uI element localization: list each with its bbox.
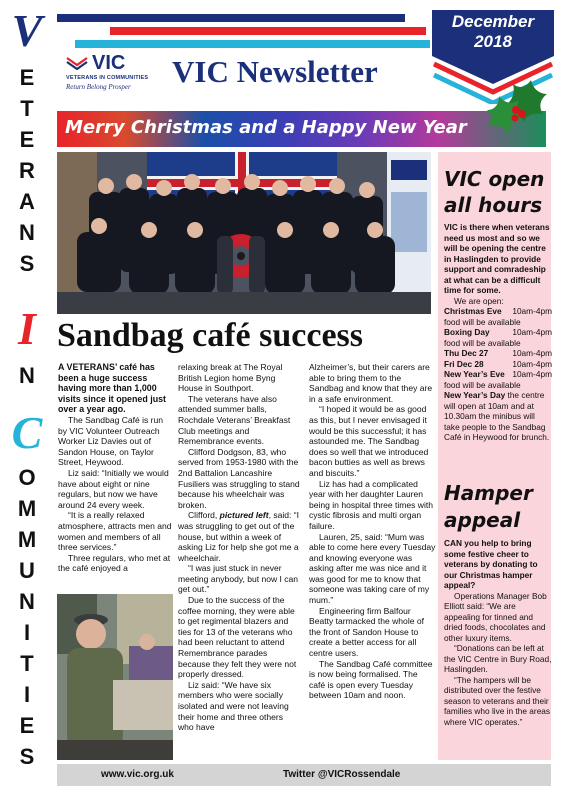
hours-day: Christmas Eve: [444, 306, 502, 316]
pictured-left-emphasis: pictured left: [219, 510, 269, 521]
side-letter: S: [19, 744, 35, 769]
hours-day: Boxing Day: [444, 327, 490, 337]
hours-row: [444, 348, 552, 359]
article-paragraph: Due to the success of the coffee morning, they were able to get regimental blazers and ties for 13 of the veterans who had been reluctant to attend Remembrance parades because they felt they were not properly dressed.: [178, 595, 297, 680]
logo-text: VIC: [92, 52, 126, 74]
hours-note: food will be available: [444, 379, 521, 390]
hours-row: [444, 327, 552, 338]
text-run: the centre will open at 10am and at 10.30am the minibus will take people to the Sandbag Café in Heywood for brunch.: [444, 390, 550, 442]
side-letter-i: I: [18, 303, 36, 354]
new-years-day-label: New Year’s Day: [444, 390, 506, 400]
side-letter: R: [19, 158, 35, 183]
header-stripe-navy: [57, 14, 405, 22]
side-letter: T: [20, 96, 34, 121]
article-paragraph: Liz said: “Initially we would have about eight or nine regulars, but now we have around 24 every week.: [58, 467, 169, 510]
article-paragraph: “I was just stuck in never meeting anybody, but now I can get out.”: [178, 563, 299, 595]
hamper-title-1: Hamper: [444, 481, 533, 505]
article-paragraph: Liz has had a complicated year with her daughter Lauren being in hospital three times with cystic fibrosis and multi organ failure.: [309, 478, 433, 531]
hamper-title-2: appeal: [444, 508, 521, 532]
side-letter: E: [19, 713, 35, 738]
open-hours-intro: We are open:: [454, 295, 504, 306]
article-paragraph: Clifford Dodgson, 83, who served from 1953-1980 with the 2nd Battalion Lancashire Fusiliers was struggling to stand because his wheelchair was broken.: [178, 446, 300, 510]
hours-note: food will be available: [444, 316, 521, 327]
article-paragraph: The Sandbag Café is run by VIC Volunteer Outreach Worker Liz Davies out of Sandon House, on Taylor Street, Heywood.: [58, 414, 164, 468]
hamper-body: [444, 538, 552, 727]
hours-row: [444, 306, 552, 317]
logo-tagline: Return Belong Prosper: [66, 83, 131, 91]
hours-day: Thu Dec 27: [444, 348, 489, 358]
side-letter: N: [19, 363, 35, 388]
hours-row: [444, 359, 552, 370]
veterans-group-photo: [57, 152, 431, 314]
article-paragraph: The veterans have also attended summer balls, Rochdale Veterans’ Breakfast Club meetings and Remembrance events.: [178, 393, 291, 447]
side-letter: O: [18, 465, 36, 490]
hours-day: Fri Dec 28: [444, 358, 484, 369]
header-stripe-red: [110, 27, 426, 35]
open-hours-title-2: all hours: [444, 193, 543, 217]
article-lead: A VETERANS’ café has been a huge success having more than 1,000 visits since it opened just over a year ago.: [58, 362, 167, 415]
hours-day: New Year’s Eve: [444, 369, 505, 379]
side-letter-c: C: [11, 407, 43, 458]
footer-bar: [57, 764, 551, 786]
side-letter: N: [19, 589, 35, 614]
twitter-handle[interactable]: Twitter @VICRossendale: [283, 769, 401, 780]
side-letter-v: V: [11, 5, 43, 56]
date-month: December: [451, 12, 535, 31]
article-paragraph: relaxing break at The Royal British Legion home Byng House in Southport.: [178, 362, 283, 394]
article-paragraph: “I hoped it would be as good as this, but I never envisaged it would be this successful; it has astounded me. The Sandbag does so well that we introduced bacon butties as well as brews and biscuits.”: [309, 404, 429, 478]
chevron-logo-icon: [66, 56, 88, 70]
article-paragraph: Lauren, 25, said: “Mum was able to come here every Tuesday and knowing everyone was asking after me was nice and it was good for me to know that someone was taking care of my mum.”: [309, 531, 436, 606]
side-letter: M: [17, 527, 37, 552]
article-paragraph: Alzheimer’s, but their carers are able to bring them to the Sandbag and know that they are in a safe environment.: [309, 362, 433, 404]
hours-note: food will be available: [444, 337, 521, 348]
side-letter: I: [23, 682, 31, 707]
side-letter: N: [19, 220, 35, 245]
text-run: , said: “I was struggling to get out of the house, but within a week of asking Liz for help she got me a wheelchair.: [178, 510, 299, 563]
christmas-banner: [57, 111, 546, 147]
article-column-1: [58, 362, 172, 574]
hours-row: [444, 369, 552, 380]
hamper-paragraph: “Donations can be left at the VIC Centre in Bury Road, Haslingden.: [444, 643, 552, 674]
hours-time: 10am-4pm: [512, 358, 552, 369]
text-run: Clifford,: [188, 510, 220, 521]
holly-icon: [483, 76, 549, 138]
side-banner: [2, 5, 52, 792]
article-paragraph: Three regulars, who met at the café enjoyed a: [58, 552, 171, 574]
hours-time: 10am-4pm: [512, 306, 552, 316]
side-letter: U: [19, 558, 35, 583]
open-hours-title-1: VIC open: [444, 167, 545, 191]
article-column-2: [178, 362, 301, 733]
hours-time: 10am-4pm: [512, 327, 552, 337]
side-letter: I: [23, 620, 31, 645]
hamper-paragraph: “The hampers will be distributed over the festive season to veterans and their families who live in the areas where VIC operates.”: [444, 674, 551, 727]
article-paragraph: The Sandbag Café committee is now being formalised. The café is open every Tuesday between 10am and noon.: [309, 658, 433, 701]
article-paragraph: “It is a really relaxed atmosphere, attracts men and women and members of all three services.”: [58, 510, 172, 553]
side-letter: A: [19, 189, 35, 214]
hours-time: 10am-4pm: [512, 348, 552, 358]
hours-time: 10am-4pm: [512, 369, 552, 379]
vic-logo: [66, 52, 166, 96]
article-paragraph: Engineering firm Balfour Beatty tarmacked the whole of the front of Sandon House to create a better access for all centre users.: [309, 605, 424, 659]
side-letter: E: [19, 65, 35, 90]
article-headline: Sandbag café success: [57, 317, 364, 354]
hamper-paragraph: Operations Manager Bob Elliott said: “We are appealing for tinned and dried foods, chocolates and other luxury items.: [444, 590, 547, 643]
side-letter: M: [17, 496, 37, 521]
article-column-3: [309, 362, 436, 701]
date-year: 2018: [474, 32, 512, 51]
clifford-photo: [57, 594, 173, 760]
newsletter-title: VIC Newsletter: [172, 54, 378, 89]
logo-subtitle: VETERANS IN COMMUNITIES: [66, 75, 149, 81]
open-hours-lead: VIC is there when veterans need us most and so we will be opening the centre in Haslingden to provide support and comradeship at what can be a difficult time for some.: [444, 222, 550, 295]
header-stripe-cyan: [75, 40, 430, 48]
open-hours-body: [444, 222, 552, 443]
new-years-day-text: [444, 390, 552, 443]
side-letter: T: [20, 651, 34, 676]
website-link[interactable]: www.vic.org.uk: [101, 769, 174, 780]
article-paragraph: Liz said: “We have six members who were socially isolated and were not leaving their home and three others who have: [178, 679, 289, 733]
article-paragraph-clifford: [178, 510, 301, 563]
side-letter: E: [19, 127, 35, 152]
side-letter: S: [19, 251, 35, 276]
banner-text: Merry Christmas and a Happy New Year: [65, 117, 467, 138]
hamper-lead: CAN you help to bring some festive cheer to veterans by donating to our Christmas hamper appeal?: [444, 538, 538, 590]
